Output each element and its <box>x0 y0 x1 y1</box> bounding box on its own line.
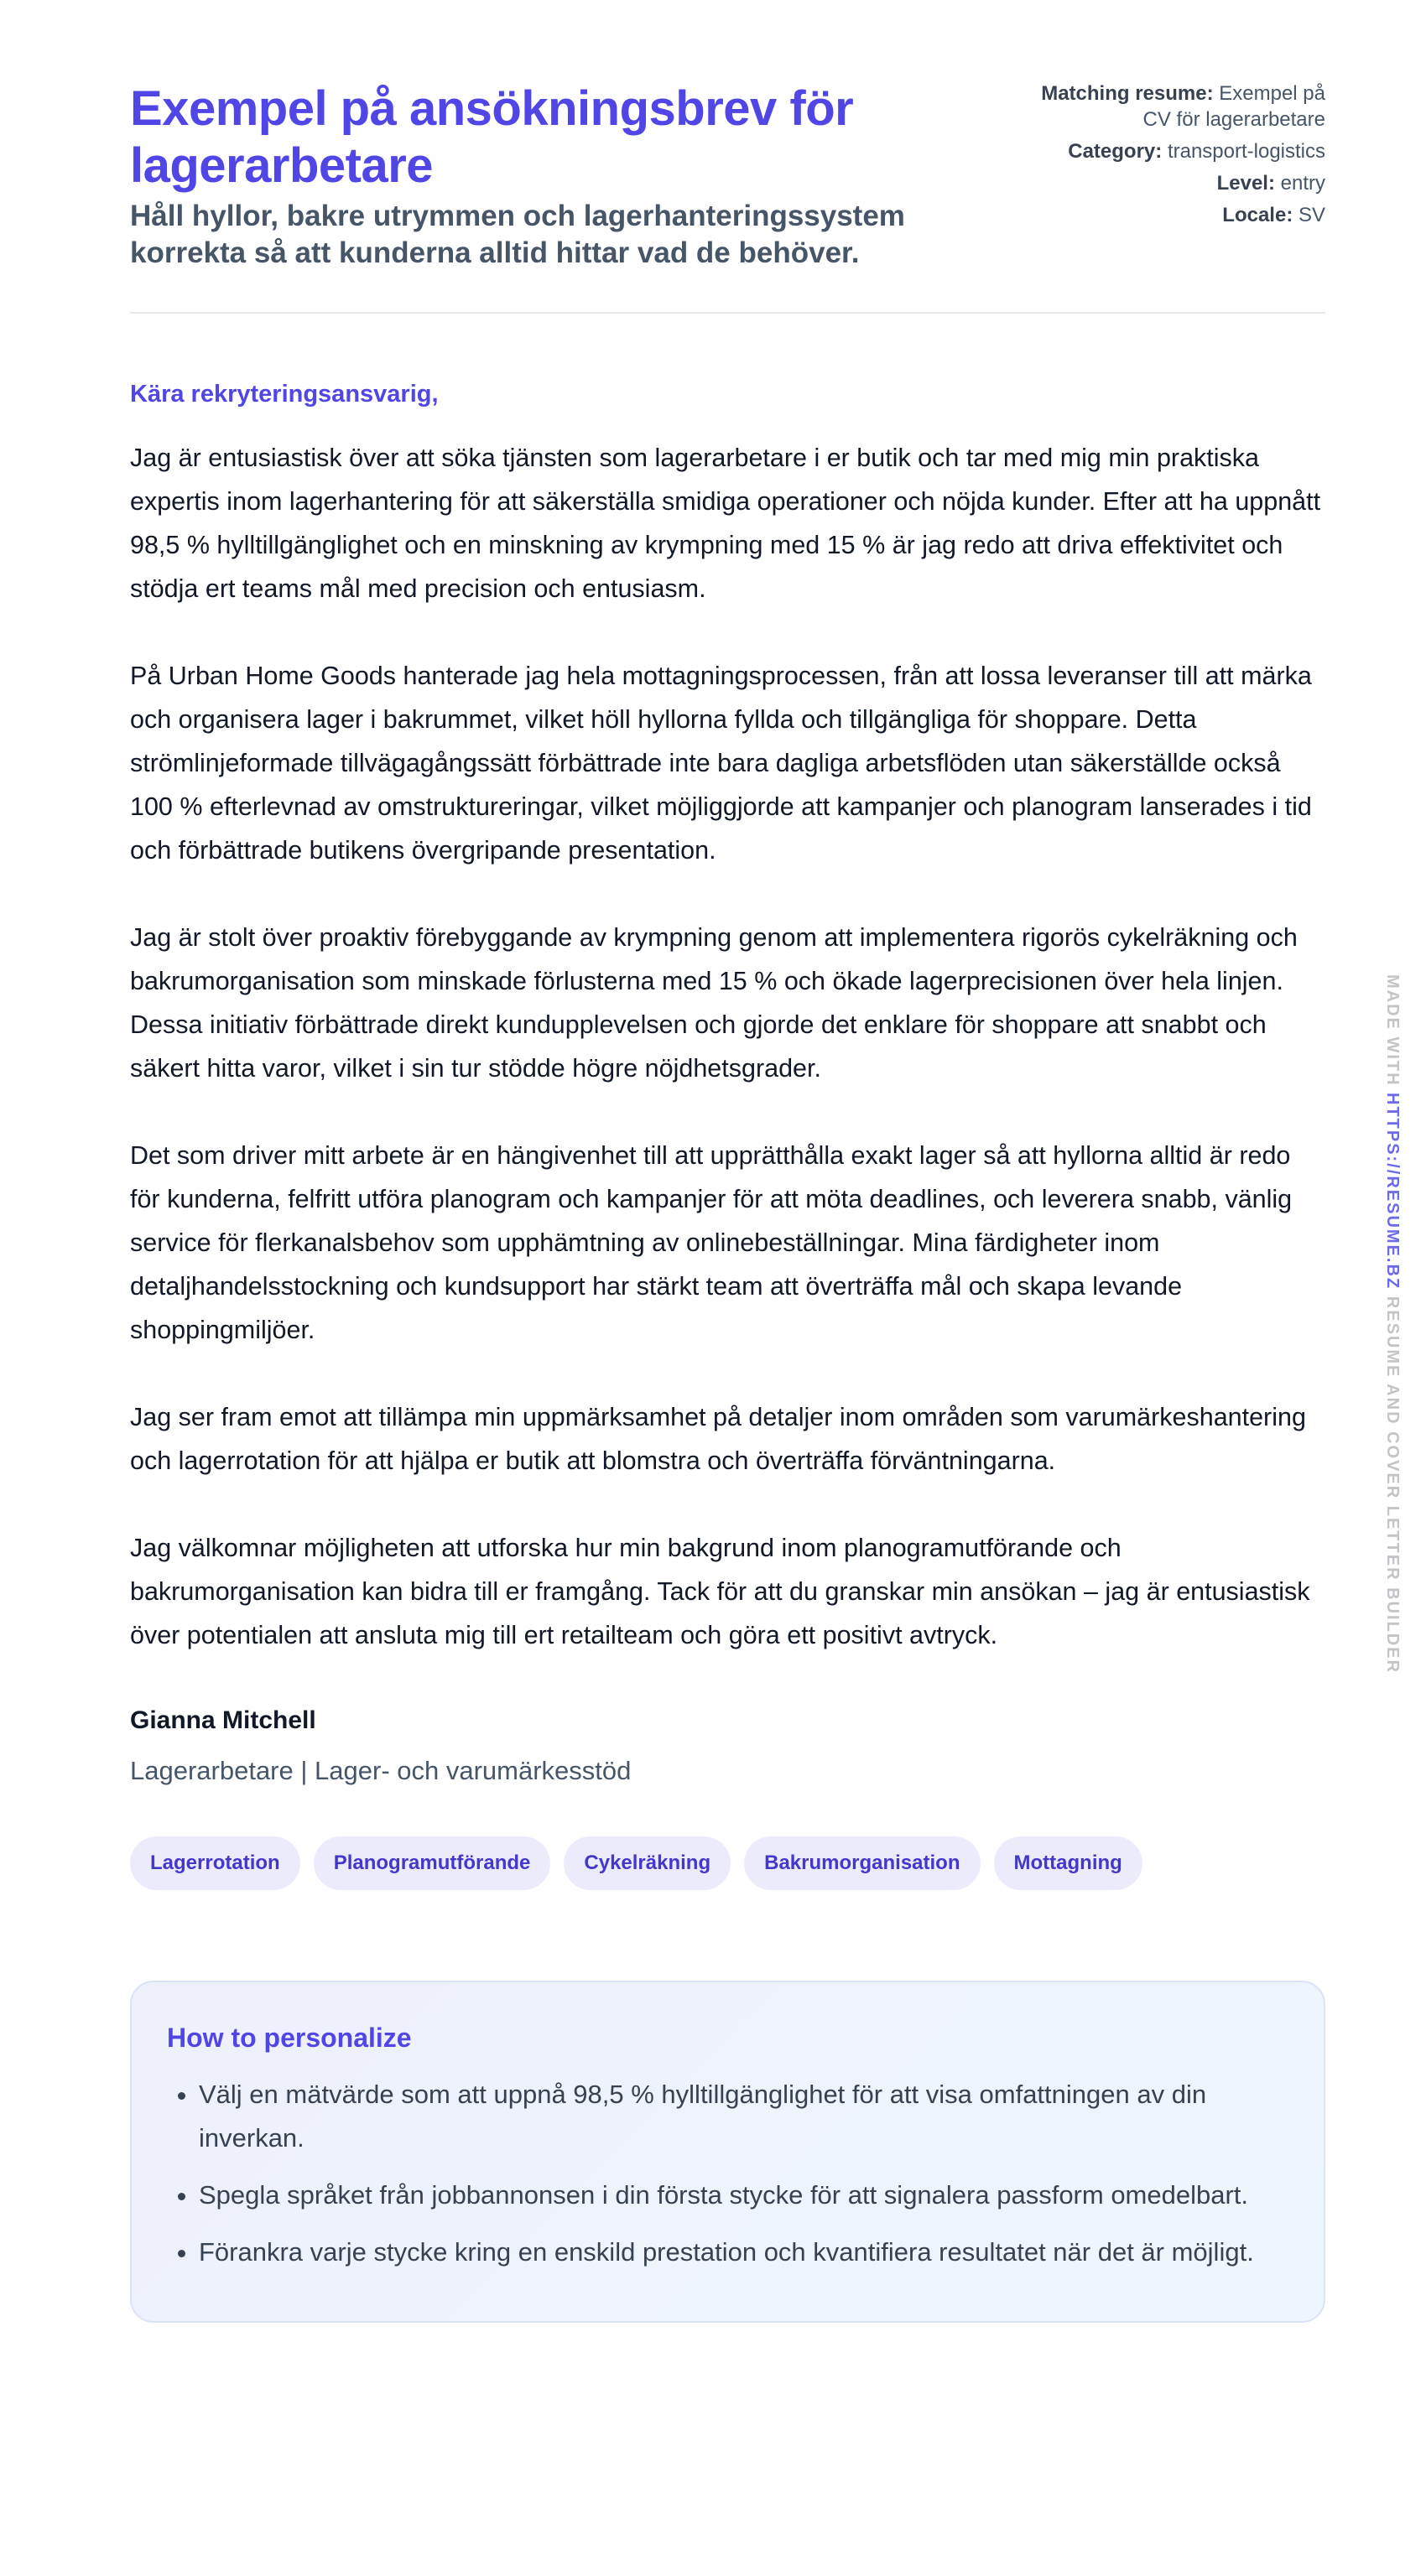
meta-category <box>1040 138 1325 164</box>
builder-tagline: RESUME AND COVER LETTER BUILDER <box>1383 1296 1402 1674</box>
skill-tag: Planogramutförande <box>314 1836 551 1890</box>
greeting: Kära rekryteringsansvarig, <box>130 381 439 408</box>
tip-item: • Spegla språket från jobbannonsen i din första stycke för att signalera passform omedelbart. <box>199 2174 1288 2217</box>
tip-item: • Välj en mätvärde som att uppnå 98,5 % hylltillgänglighet för att visa omfattningen av din inverkan. <box>199 2073 1288 2160</box>
skill-tag: Mottagning <box>994 1836 1142 1890</box>
meta-level <box>1040 170 1325 196</box>
cover-letter-page <box>130 80 1325 2323</box>
meta-locale <box>1040 202 1325 228</box>
meta-value: SV <box>1298 204 1325 226</box>
tips-heading: How to personalize <box>167 2023 412 2053</box>
signature-name: Gianna Mitchell <box>130 1706 316 1734</box>
divider <box>130 312 1325 314</box>
meta-value: transport-logistics <box>1167 140 1325 163</box>
page-subtitle: Håll hyllor, bakre utrymmen och lagerhanteringssystem korrekta så att kunderna alltid hittar vad de behöver. <box>130 200 905 269</box>
meta-label: Matching resume: <box>1041 82 1214 105</box>
meta-label: Level: <box>1216 172 1275 195</box>
tips-list <box>167 2073 1288 2274</box>
tip-item: • Förankra varje stycke kring en enskild prestation och kvantifiera resultatet när det är möjligt. <box>199 2231 1288 2274</box>
letter-paragraph: Jag välkomnar möjligheten att utforska hur min bakgrund inom planogramutförande och bakrumorganisation kan bidra till er framgång. Tack för att du granskar min ansökan – jag är entusiastisk över potentialen att ansluta mig till ert retailteam och göra ett positivt avtryck. <box>130 1534 1310 1649</box>
letter-paragraph: Det som driver mitt arbete är en hängivenhet till att upprätthålla exakt lager så att hyllorna alltid är redo för kunderna, felfritt utföra planogram och kampanjer för att möta deadlines, och leverera snabb, vänlig service för flerkanalsbehov som upphämtning av onlinebeställningar. Mina färdigheter inom detaljhandelsstockning och kundsupport har stärkt team att överträffa mål och skapa levande shoppingmiljöer. <box>130 1141 1293 1344</box>
meta-info <box>1040 80 1325 234</box>
title-block <box>130 80 969 272</box>
page-title: Exempel på ansökningsbrev för lagerarbetare <box>130 81 854 193</box>
letter-paragraph: Jag är entusiastisk över att söka tjänsten som lagerarbetare i er butik och tar med mig min praktiska expertis inom lagerhantering för att säkerställa smidiga operationer och nöjda kunder. Efter att ha uppnått 98,5 % hylltillgänglighet och en minskning av krympning med 15 % är jag redo att driva effektivitet och stödja ert teams mål med precision och entusiasm. <box>130 444 1321 603</box>
signature-title: Lagerarbetare | Lager- och varumärkesstöd <box>130 1756 632 1785</box>
skill-tags <box>130 1836 1325 1890</box>
meta-label: Category: <box>1068 140 1163 163</box>
letter-paragraph: Jag ser fram emot att tillämpa min uppmärksamhet på detaljer inom områden som varumärkeshantering och lagerrotation för att hjälpa er butik att blomstra och överträffa förväntningarna. <box>130 1403 1306 1475</box>
header <box>130 80 1325 272</box>
skill-tag: Bakrumorganisation <box>744 1836 980 1890</box>
personalize-tips-box <box>130 1981 1325 2323</box>
meta-matching-resume <box>1040 80 1325 132</box>
skill-tag: Cykelräkning <box>564 1836 731 1890</box>
skill-tag: Lagerrotation <box>130 1836 300 1890</box>
made-with-watermark <box>1382 974 1402 1674</box>
meta-value: entry <box>1280 172 1325 195</box>
resume-bz-link[interactable]: HTTPS://RESUME.BZ <box>1383 1093 1402 1291</box>
meta-label: Locale: <box>1222 204 1293 226</box>
made-with-label: MADE WITH <box>1383 974 1402 1087</box>
letter-paragraph: På Urban Home Goods hanterade jag hela mottagningsprocessen, från att lossa leveranser till att märka och organisera lager i bakrummet, vilket höll hyllorna fyllda och tillgängliga för shoppare. Detta strömlinjeformade tillvägagångssätt förbättrade inte bara dagliga arbetsflöden utan säkerställde också 100 % efterlevnad av omstruktureringar, vilket möjliggjorde att kampanjer och planogram lanserades i tid och förbättrade butikens övergripande presentation. <box>130 662 1312 865</box>
meta-value: Exempel på CV för lagerarbetare <box>1142 82 1325 131</box>
letter-paragraph: Jag är stolt över proaktiv förebyggande av krympning genom att implementera rigorös cykelräkning och bakrumorganisation som minskade förlusterna med 15 % och ökade lagerprecisionen över hela linjen. Dessa initiativ förbättrade direkt kundupplevelsen och gjorde det enklare för shoppare att snabbt och säkert hitta varor, vilket i sin tur stödde högre nöjdhetsgrader. <box>130 923 1298 1083</box>
